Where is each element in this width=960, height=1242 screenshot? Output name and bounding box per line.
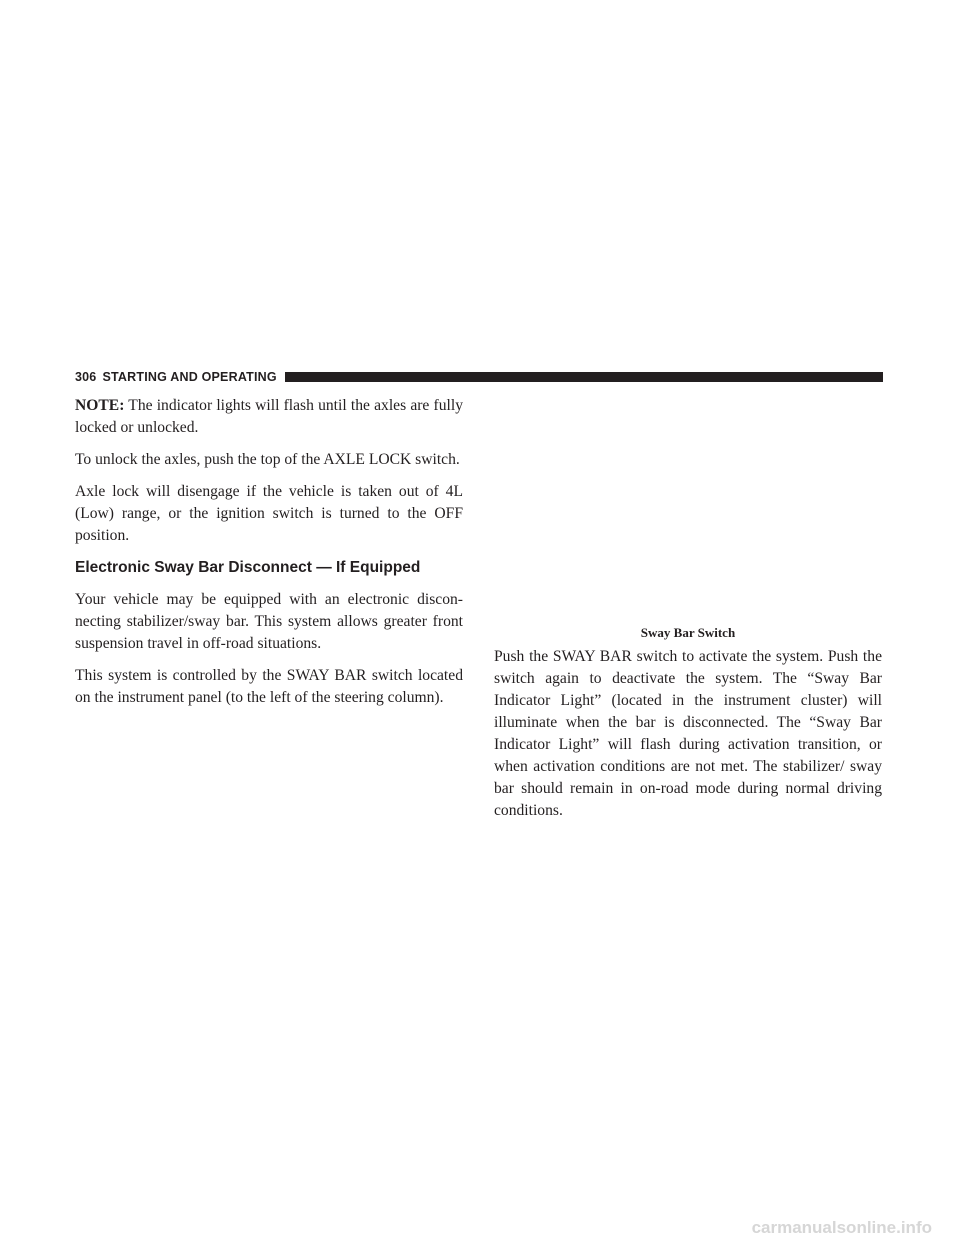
page-header: [75, 368, 883, 386]
controlled-paragraph: This system is controlled by the SWAY BAR switch located on the instrument panel (to the left of the steering column).: [75, 667, 463, 706]
note-text: The indicator lights will flash until the axles are fully locked or unlocked.: [75, 397, 463, 436]
figure-caption: Sway Bar Switch: [640, 625, 736, 640]
header-rule: [285, 372, 883, 382]
unlock-paragraph: To unlock the axles, push the top of the AXLE LOCK switch.: [75, 451, 460, 468]
section-heading: Electronic Sway Bar Disconnect — If Equipped: [75, 559, 421, 576]
left-column: [75, 395, 463, 719]
push-paragraph: Push the SWAY BAR switch to activate the system. Push the switch again to deactivate the system. The “Sway Bar Indicator Light” (located in the instrument cluster) will illuminate when the bar is disconnected. The “Sway Bar Indicator Light” will flash during activation transition, or when activation conditions are not met. The stabilizer/ sway bar should remain in on-road mode during normal driving conditions.: [494, 648, 882, 819]
equipped-paragraph: Your vehicle may be equipped with an electronic disconnecting stabilizer/sway bar. This system allows greater front suspension travel in off-road situations.: [75, 591, 463, 652]
note-paragraph: [75, 395, 463, 439]
note-label: NOTE:: [75, 397, 125, 414]
section-title: STARTING AND OPERATING: [102, 370, 277, 384]
sway-bar-switch-figure: [494, 395, 882, 623]
right-column: [494, 646, 882, 832]
watermark: carmanualsonline.info: [751, 1218, 932, 1237]
disengage-paragraph: Axle lock will disengage if the vehicle is taken out of 4L (Low) range, or the ignition switch is turned to the OFF position.: [75, 483, 463, 544]
page-number: 306: [75, 370, 97, 384]
